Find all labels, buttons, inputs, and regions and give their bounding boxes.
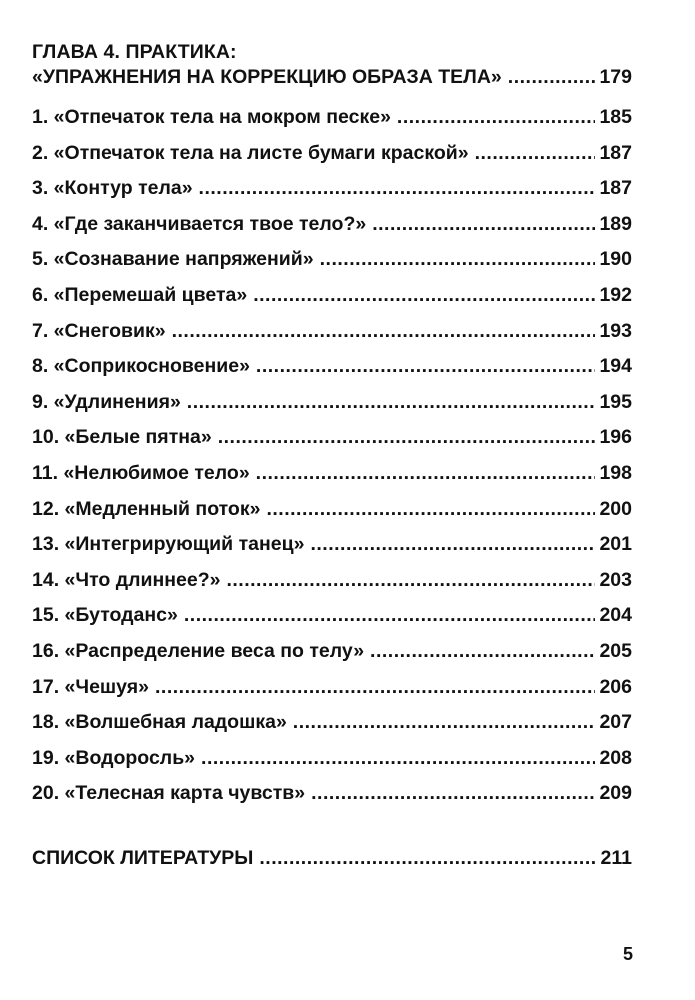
entry-title: 14. «Что длиннее?» — [32, 568, 221, 591]
chapter-subtitle: «УПРАЖНЕНИЯ НА КОРРЕКЦИЮ ОБРАЗА ТЕЛА» — [32, 66, 502, 88]
page-number: 187 — [599, 141, 632, 164]
page-number: 209 — [599, 782, 632, 805]
dot-leader — [226, 563, 595, 599]
toc-entry — [32, 670, 632, 706]
page-number: 185 — [599, 106, 632, 128]
toc-entry — [32, 385, 632, 421]
dot-leader — [372, 207, 595, 243]
toc-entry — [32, 527, 632, 563]
exercise-list — [32, 100, 632, 812]
toc-entry — [32, 314, 632, 350]
entry-title: 7. «Снеговик» — [32, 319, 166, 342]
table-of-contents — [32, 40, 632, 876]
entry-title: 12. «Медленный поток» — [32, 497, 261, 520]
page-number: 203 — [599, 568, 632, 591]
dot-leader — [218, 420, 596, 456]
page-number: 179 — [599, 66, 632, 88]
dot-leader — [199, 171, 596, 207]
dot-leader — [201, 741, 595, 777]
entry-title: 1. «Отпечаток тела на мокром песке» — [32, 106, 391, 128]
entry-title: 15. «Бутоданс» — [32, 604, 178, 627]
dot-leader — [155, 670, 595, 706]
toc-entry — [32, 492, 632, 528]
toc-entry — [32, 207, 632, 243]
entry-title: 6. «Перемешай цвета» — [32, 283, 248, 306]
page-number: 192 — [599, 283, 632, 306]
toc-entry — [32, 776, 632, 812]
toc-entry — [32, 100, 632, 136]
dot-leader — [475, 136, 596, 172]
page-number: 204 — [599, 604, 632, 627]
page-number: 189 — [599, 212, 632, 235]
dot-leader — [320, 242, 596, 278]
toc-entry — [32, 242, 632, 278]
page-number: 198 — [599, 461, 632, 484]
dot-leader — [311, 776, 595, 812]
toc-entry — [32, 634, 632, 670]
toc-entry — [32, 171, 632, 207]
page-number: 211 — [600, 846, 632, 869]
entry-title: 19. «Водоросль» — [32, 746, 196, 769]
dot-leader — [253, 278, 595, 314]
page-number: 208 — [599, 746, 632, 769]
chapter-title: ГЛАВА 4. ПРАКТИКА: — [32, 41, 237, 63]
toc-entry — [32, 278, 632, 314]
page-number: 205 — [599, 639, 632, 662]
toc-entry — [32, 349, 632, 385]
toc-entry — [32, 456, 632, 492]
entry-title: 10. «Белые пятна» — [32, 426, 212, 449]
entry-title: 5. «Сознавание напряжений» — [32, 248, 314, 271]
bibliography-entry — [32, 841, 632, 877]
toc-entry — [32, 705, 632, 741]
entry-title: 20. «Телесная карта чувств» — [32, 782, 306, 805]
toc-entry — [32, 136, 632, 172]
page-number: 200 — [599, 497, 632, 520]
entry-title: 3. «Контур тела» — [32, 177, 193, 200]
page-number: 201 — [599, 533, 632, 556]
page-number: 190 — [599, 248, 632, 271]
dot-leader — [370, 634, 595, 670]
entry-title: 13. «Интегрирующий танец» — [32, 533, 305, 556]
dot-leader — [293, 705, 596, 741]
dot-leader — [266, 492, 595, 528]
entry-title: 9. «Удлинения» — [32, 390, 181, 413]
toc-entry — [32, 563, 632, 599]
dot-leader — [310, 527, 595, 563]
page-number: 193 — [599, 319, 632, 342]
bibliography-title: СПИСОК ЛИТЕРАТУРЫ — [32, 846, 254, 869]
dot-leader — [508, 65, 596, 90]
page-number: 207 — [599, 711, 632, 734]
dot-leader — [256, 349, 596, 385]
dot-leader — [397, 100, 596, 136]
dot-leader — [187, 385, 596, 421]
page-number: 196 — [599, 426, 632, 449]
page-number: 195 — [599, 390, 632, 413]
entry-title: 17. «Чешуя» — [32, 675, 149, 698]
entry-title: 4. «Где заканчивается твое тело?» — [32, 212, 367, 235]
page-number: 206 — [599, 675, 632, 698]
entry-title: 18. «Волшебная ладошка» — [32, 711, 287, 734]
chapter-entry — [32, 65, 632, 90]
entry-title: 2. «Отпечаток тела на листе бумаги краской» — [32, 141, 469, 164]
entry-title: 11. «Нелюбимое тело» — [32, 461, 250, 484]
dot-leader — [256, 456, 596, 492]
dot-leader — [259, 841, 596, 877]
toc-entry — [32, 420, 632, 456]
folio-page-number: 5 — [622, 944, 633, 964]
page-number: 187 — [599, 177, 632, 200]
toc-entry — [32, 741, 632, 777]
dot-leader — [184, 598, 596, 634]
entry-title: 16. «Распределение веса по телу» — [32, 639, 365, 662]
entry-title: 8. «Соприкосновение» — [32, 355, 250, 378]
dot-leader — [172, 314, 596, 350]
page-number: 194 — [599, 355, 632, 378]
toc-entry — [32, 598, 632, 634]
